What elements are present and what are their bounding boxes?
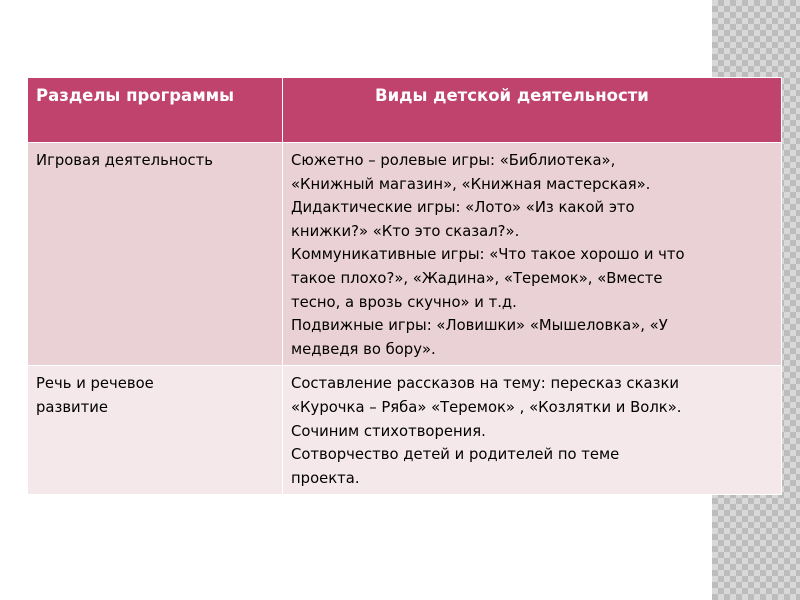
cell-section bbox=[28, 143, 283, 366]
activity-line: проекта. bbox=[291, 469, 360, 487]
cell-activities bbox=[283, 366, 782, 495]
activity-line: Сотворчество детей и родителей по теме bbox=[291, 446, 620, 464]
program-table bbox=[27, 77, 782, 495]
section-label: Игровая деятельность bbox=[36, 152, 214, 169]
header-activities: Виды детской деятельности bbox=[283, 78, 782, 143]
activity-line: Сюжетно – ролевые игры: «Библиотека», bbox=[291, 152, 616, 169]
activity-line: тесно, а врозь скучно» и т.д. bbox=[291, 293, 517, 311]
table-row bbox=[28, 143, 782, 366]
activity-line: Подвижные игры: «Ловишки» «Мышеловка», «У bbox=[291, 317, 668, 335]
table-row bbox=[28, 366, 782, 495]
activity-line: «Книжный магазин», «Книжная мастерская». bbox=[291, 175, 651, 193]
activity-line: Составление рассказов на тему: пересказ сказки bbox=[291, 375, 679, 393]
activity-line: книжки?» «Кто это сказал?». bbox=[291, 222, 520, 240]
cell-section bbox=[28, 366, 283, 495]
activity-line: Дидактические игры: «Лото» «Из какой это bbox=[291, 199, 635, 217]
activity-line: «Курочка – Ряба» «Теремок» , «Козлятки и Волк». bbox=[291, 398, 682, 416]
activity-line: медведя во бору». bbox=[291, 340, 436, 358]
activity-line: Сочиним стихотворения. bbox=[291, 422, 486, 440]
activity-line: такое плохо?», «Жадина», «Теремок», «Вместе bbox=[291, 269, 663, 287]
activity-line: Коммуникативные игры: «Что такое хорошо и что bbox=[291, 246, 685, 264]
section-label: Речь и речевое bbox=[36, 375, 154, 393]
header-sections: Разделы программы bbox=[28, 78, 283, 143]
table-header-row bbox=[28, 78, 782, 143]
cell-activities bbox=[283, 143, 782, 366]
section-label: развитие bbox=[36, 398, 109, 416]
